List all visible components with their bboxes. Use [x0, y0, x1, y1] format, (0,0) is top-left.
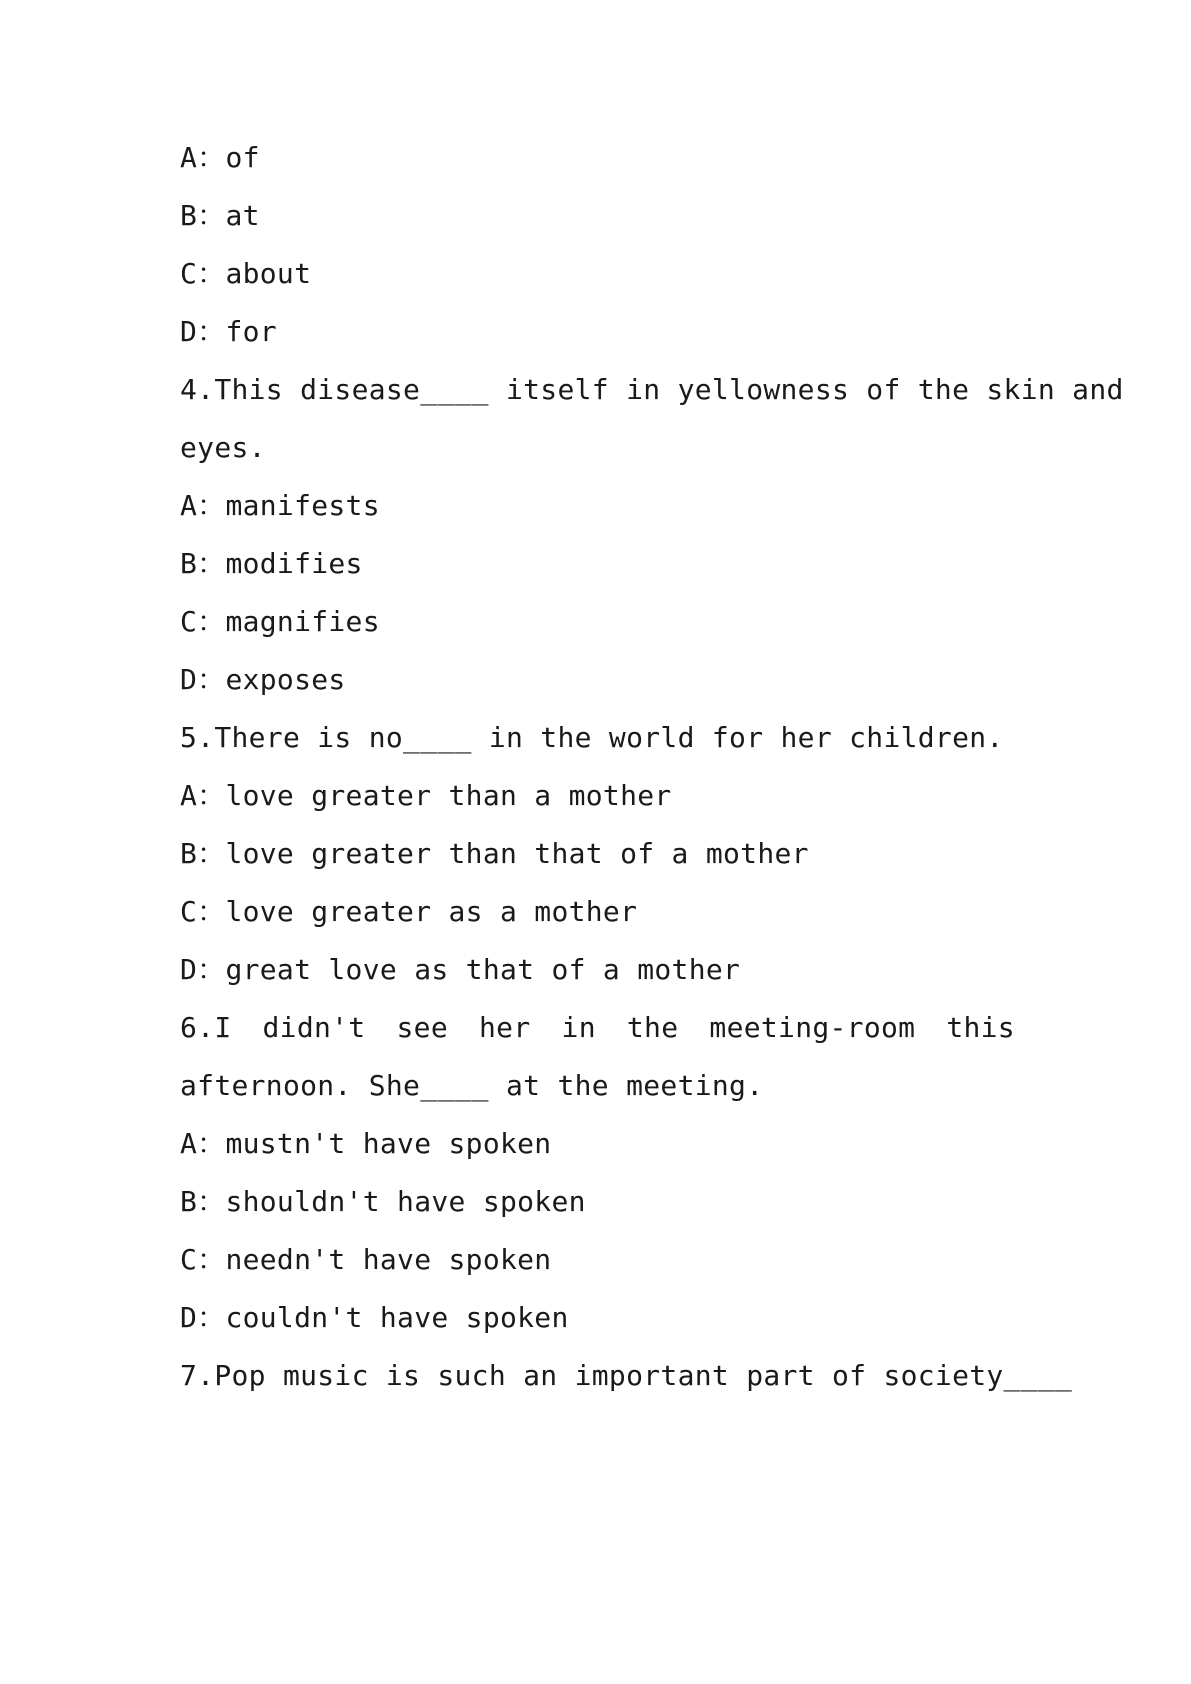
- q6-stem-line2: afternoon. She____ at the meeting.: [180, 1069, 764, 1102]
- q5-option-b: B：love greater than that of a mother: [180, 837, 809, 870]
- document-page: [180, 0, 1124, 1684]
- q6-option-a: A：mustn't have spoken: [180, 1127, 552, 1160]
- q6-word: didn't: [262, 1011, 366, 1044]
- q5-option-d: D：great love as that of a mother: [180, 953, 741, 986]
- q4-option-c: C：magnifies: [180, 605, 380, 638]
- q4-stem-line2: eyes.: [180, 431, 266, 464]
- q6-word: 6.I: [180, 1011, 232, 1044]
- q6-option-c: C：needn't have spoken: [180, 1243, 552, 1276]
- q4-option-d: D：exposes: [180, 663, 346, 696]
- q4-option-b: B：modifies: [180, 547, 363, 580]
- q6-word: meeting-room: [709, 1011, 916, 1044]
- q3-option-d: D：for: [180, 315, 277, 348]
- q4-option-a: A：manifests: [180, 489, 380, 522]
- q4-stem-line1: 4.This disease____ itself in yellowness of the skin and: [180, 373, 1124, 406]
- q6-stem-line1: [180, 1011, 1015, 1045]
- q6-word: her: [479, 1011, 531, 1044]
- q3-option-c: C：about: [180, 257, 312, 290]
- q3-option-b: B：at: [180, 199, 260, 232]
- q7-stem-line1: 7.Pop music is such an important part of society____: [180, 1359, 1073, 1392]
- q6-option-d: D：couldn't have spoken: [180, 1301, 569, 1334]
- q5-option-a: A：love greater than a mother: [180, 779, 672, 812]
- q5-stem: 5.There is no____ in the world for her children.: [180, 721, 1004, 754]
- q6-word: this: [946, 1011, 1015, 1044]
- q6-word: see: [396, 1011, 448, 1044]
- q6-word: the: [626, 1011, 679, 1044]
- q6-word: in: [561, 1011, 596, 1044]
- q3-option-a: A：of: [180, 141, 260, 174]
- q5-option-c: C：love greater as a mother: [180, 895, 638, 928]
- q6-option-b: B：shouldn't have spoken: [180, 1185, 586, 1218]
